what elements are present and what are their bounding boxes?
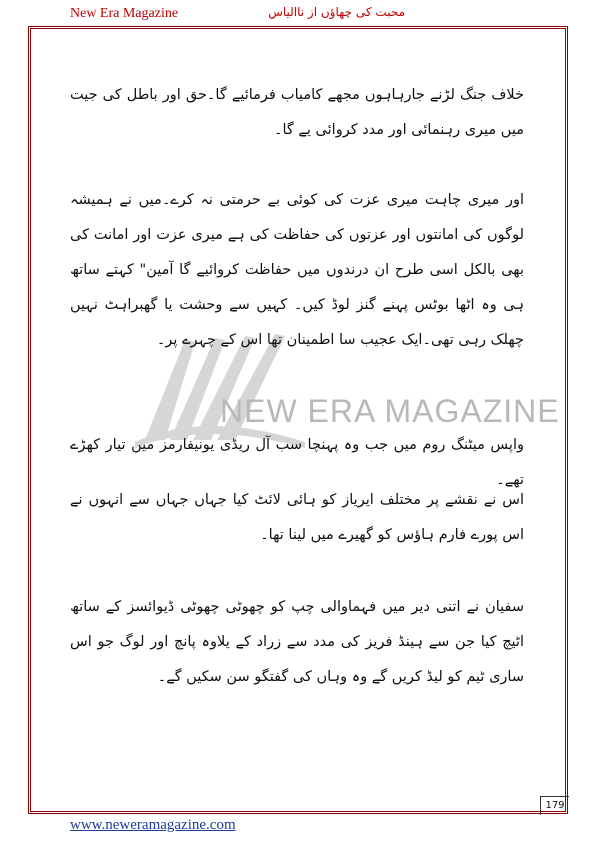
paragraph-4: اس نے نقشے پر مختلف ایریاز کو ہائی لائٹ کیا جہاں جہاں سے انہوں نے اس پورے فارم ہاؤس کو گھیرے میں لینا تھا۔: [70, 492, 524, 543]
paragraph-1: خلاف جنگ لڑنے جارہاہوں مجھے کامیاب فرمائیے گا۔حق اور باطل کی جیت میں میری رہنمائی اور مدد کروائی یے گا۔: [70, 87, 524, 138]
paragraph-3: واپس میٹنگ روم میں جب وہ پہنچا سب آل ریڈی یونیفارمز میں تیار کھڑے تھے۔: [70, 437, 524, 488]
paragraph-2: اور میری چاہت میری عزت کی کوئی بے حرمتی نہ کرے۔میں نے ہمیشہ لوگوں کی امانتوں اور عزتوں کی حفاظت کی ہے میری عزت اور امانت کی بھی بالکل اسی طرح ان درندوں میں حفاظت کروائیے گا آمین" کہتے ساتھ ہی وہ اٹھا بوٹس پہنے گنز لوڈ کیں۔ کہیں سے وحشت یا گھبراہٹ نہیں چھلک رہی تھی۔ایک عجیب سا اطمینان تھا اس کے چہرے پر۔: [70, 192, 524, 348]
watermark-text: NEW ERA MAGAZINE: [220, 393, 560, 429]
paragraph-5: سفیان نے اتنی دیر میں فہماوالی چپ کو چھوٹی چھوٹی ڈیوائسز کے ساتھ اٹیچ کیا جن سے ہینڈ فریز کی مدد سے زراد کے یلاوہ پانچ اور لوگ جو اس ساری ٹیم کو لیڈ کریں گے وہ وہاں کی گفتگو سن سکیں گے۔: [70, 599, 524, 685]
footer-website-link[interactable]: www.neweramagazine.com: [70, 817, 236, 833]
story-title: محبت کی چھاؤں از ناالیاس: [268, 5, 405, 19]
page-number: 179: [540, 796, 569, 815]
magazine-name: New Era Magazine: [70, 6, 179, 21]
